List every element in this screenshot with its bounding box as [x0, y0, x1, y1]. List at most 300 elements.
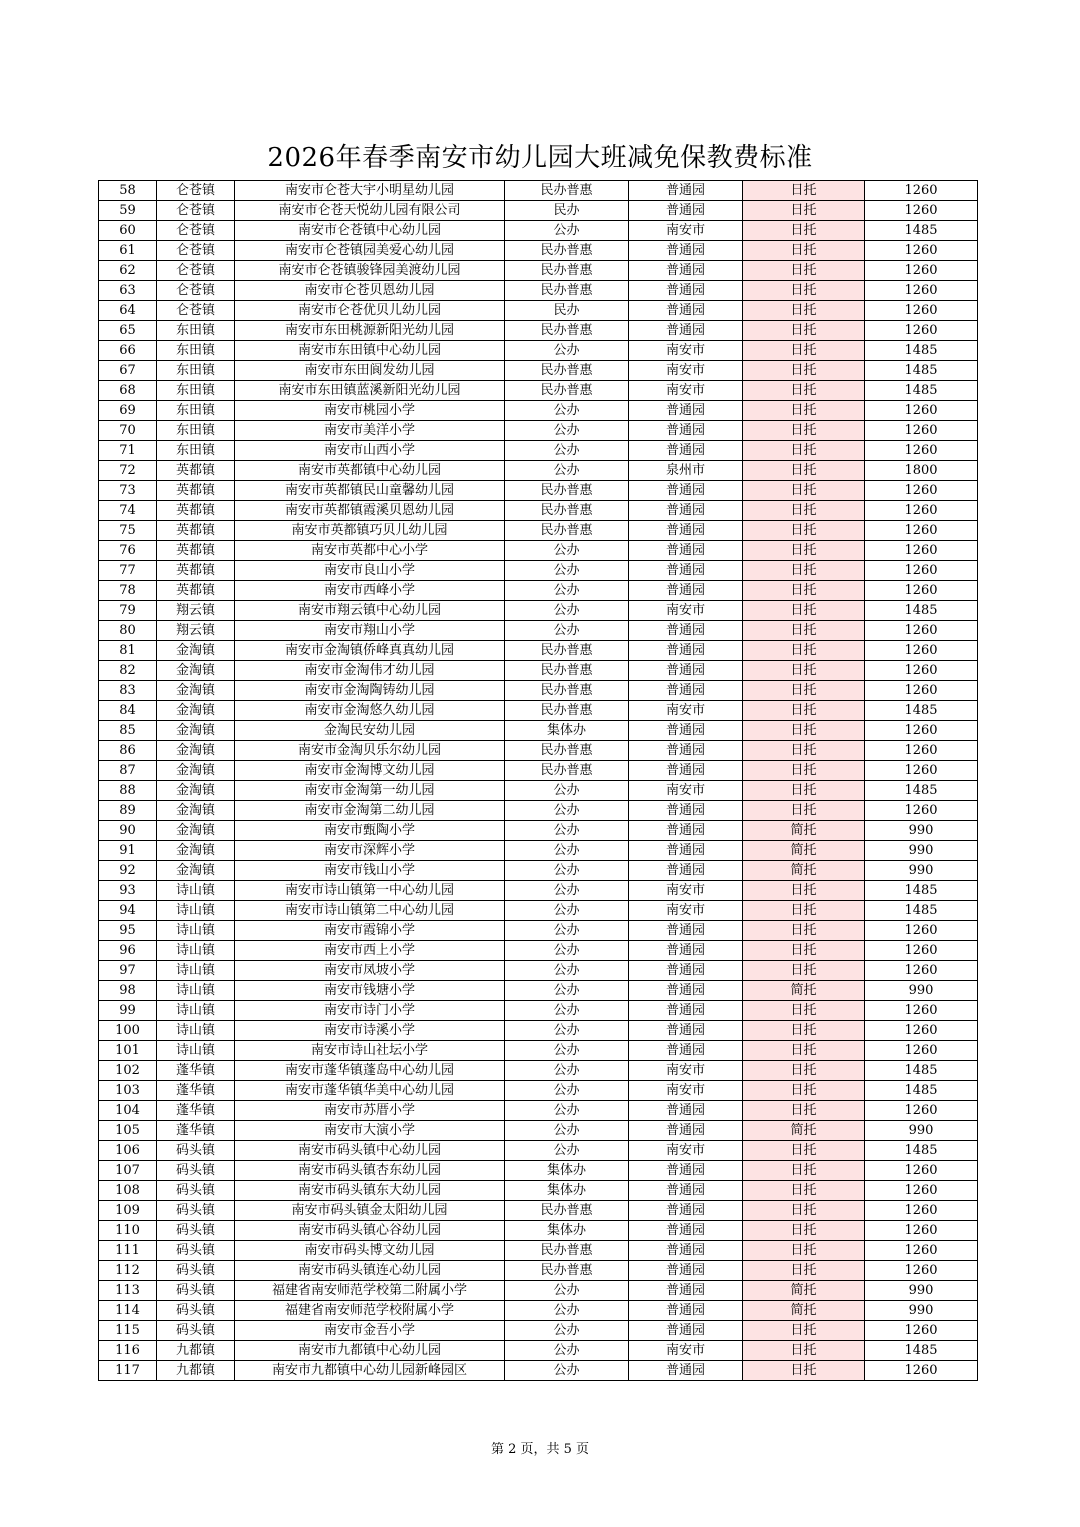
school-grade-cell: 泉州市 — [629, 461, 743, 481]
row-number-cell: 94 — [99, 901, 157, 921]
row-number-cell: 70 — [99, 421, 157, 441]
school-name-cell: 南安市九都镇中心幼儿园 — [235, 1341, 505, 1361]
school-type-cell: 公办 — [505, 861, 629, 881]
school-type-cell: 公办 — [505, 581, 629, 601]
table-row — [99, 1201, 978, 1221]
school-grade-cell: 普通园 — [629, 1161, 743, 1181]
town-cell: 金淘镇 — [157, 781, 235, 801]
fee-amount-cell: 1260 — [865, 201, 978, 221]
fee-amount-cell: 1260 — [865, 761, 978, 781]
row-number-cell: 96 — [99, 941, 157, 961]
town-cell: 九都镇 — [157, 1341, 235, 1361]
town-cell: 英都镇 — [157, 501, 235, 521]
town-cell: 诗山镇 — [157, 961, 235, 981]
town-cell: 码头镇 — [157, 1201, 235, 1221]
town-cell: 英都镇 — [157, 521, 235, 541]
school-grade-cell: 普通园 — [629, 961, 743, 981]
school-type-cell: 公办 — [505, 601, 629, 621]
school-type-cell: 民办普惠 — [505, 681, 629, 701]
fee-amount-cell: 1260 — [865, 721, 978, 741]
row-number-cell: 88 — [99, 781, 157, 801]
fee-amount-cell: 1260 — [865, 1041, 978, 1061]
row-number-cell: 93 — [99, 881, 157, 901]
care-type-cell: 日托 — [743, 681, 865, 701]
school-type-cell: 民办普惠 — [505, 641, 629, 661]
school-grade-cell: 普通园 — [629, 761, 743, 781]
care-type-cell: 日托 — [743, 421, 865, 441]
fee-amount-cell: 1260 — [865, 1101, 978, 1121]
fee-amount-cell: 1260 — [865, 1201, 978, 1221]
table-row — [99, 1081, 978, 1101]
town-cell: 东田镇 — [157, 401, 235, 421]
town-cell: 诗山镇 — [157, 941, 235, 961]
school-name-cell: 南安市金淘陶铸幼儿园 — [235, 681, 505, 701]
table-row — [99, 961, 978, 981]
school-grade-cell: 普通园 — [629, 1281, 743, 1301]
care-type-cell: 日托 — [743, 761, 865, 781]
row-number-cell: 59 — [99, 201, 157, 221]
table-row — [99, 481, 978, 501]
town-cell: 英都镇 — [157, 541, 235, 561]
fee-amount-cell: 1260 — [865, 641, 978, 661]
care-type-cell: 日托 — [743, 1041, 865, 1061]
school-type-cell: 公办 — [505, 981, 629, 1001]
fee-amount-cell: 1260 — [865, 301, 978, 321]
table-row — [99, 461, 978, 481]
school-type-cell: 公办 — [505, 221, 629, 241]
town-cell: 英都镇 — [157, 481, 235, 501]
school-grade-cell: 普通园 — [629, 301, 743, 321]
school-type-cell: 民办普惠 — [505, 481, 629, 501]
row-number-cell: 82 — [99, 661, 157, 681]
care-type-cell: 简托 — [743, 861, 865, 881]
school-grade-cell: 南安市 — [629, 901, 743, 921]
table-row — [99, 1101, 978, 1121]
town-cell: 东田镇 — [157, 361, 235, 381]
care-type-cell: 日托 — [743, 181, 865, 201]
school-grade-cell: 普通园 — [629, 261, 743, 281]
school-type-cell: 民办普惠 — [505, 761, 629, 781]
school-grade-cell: 南安市 — [629, 381, 743, 401]
school-name-cell: 南安市金淘贝乐尔幼儿园 — [235, 741, 505, 761]
care-type-cell: 日托 — [743, 481, 865, 501]
table-row — [99, 641, 978, 661]
fee-amount-cell: 1260 — [865, 801, 978, 821]
school-grade-cell: 南安市 — [629, 881, 743, 901]
row-number-cell: 117 — [99, 1361, 157, 1381]
row-number-cell: 68 — [99, 381, 157, 401]
table-row — [99, 521, 978, 541]
school-grade-cell: 普通园 — [629, 181, 743, 201]
town-cell: 金淘镇 — [157, 741, 235, 761]
table-row — [99, 1161, 978, 1181]
school-grade-cell: 普通园 — [629, 1241, 743, 1261]
fee-amount-cell: 990 — [865, 1121, 978, 1141]
school-name-cell: 南安市凤坡小学 — [235, 961, 505, 981]
school-name-cell: 南安市东田桃源新阳光幼儿园 — [235, 321, 505, 341]
town-cell: 英都镇 — [157, 561, 235, 581]
care-type-cell: 简托 — [743, 821, 865, 841]
row-number-cell: 87 — [99, 761, 157, 781]
school-name-cell: 南安市翔山小学 — [235, 621, 505, 641]
school-type-cell: 民办普惠 — [505, 321, 629, 341]
school-type-cell: 民办普惠 — [505, 261, 629, 281]
fee-amount-cell: 1485 — [865, 381, 978, 401]
care-type-cell: 日托 — [743, 281, 865, 301]
school-grade-cell: 普通园 — [629, 241, 743, 261]
row-number-cell: 72 — [99, 461, 157, 481]
town-cell: 东田镇 — [157, 441, 235, 461]
school-name-cell: 南安市甄陶小学 — [235, 821, 505, 841]
fee-amount-cell: 1260 — [865, 401, 978, 421]
fee-amount-cell: 1260 — [865, 321, 978, 341]
care-type-cell: 日托 — [743, 1101, 865, 1121]
care-type-cell: 日托 — [743, 961, 865, 981]
school-name-cell: 南安市西峰小学 — [235, 581, 505, 601]
fee-amount-cell: 1485 — [865, 881, 978, 901]
school-grade-cell: 普通园 — [629, 421, 743, 441]
row-number-cell: 73 — [99, 481, 157, 501]
fee-amount-cell: 1260 — [865, 261, 978, 281]
row-number-cell: 65 — [99, 321, 157, 341]
school-grade-cell: 普通园 — [629, 1321, 743, 1341]
table-row — [99, 1341, 978, 1361]
fee-amount-cell: 1260 — [865, 281, 978, 301]
town-cell: 蓬华镇 — [157, 1061, 235, 1081]
school-name-cell: 南安市良山小学 — [235, 561, 505, 581]
table-row — [99, 321, 978, 341]
school-type-cell: 民办普惠 — [505, 741, 629, 761]
school-grade-cell: 普通园 — [629, 561, 743, 581]
fee-amount-cell: 990 — [865, 821, 978, 841]
care-type-cell: 日托 — [743, 1141, 865, 1161]
school-grade-cell: 普通园 — [629, 1121, 743, 1141]
school-name-cell: 南安市桃园小学 — [235, 401, 505, 421]
school-name-cell: 南安市金淘博文幼儿园 — [235, 761, 505, 781]
school-name-cell: 南安市诗山镇第一中心幼儿园 — [235, 881, 505, 901]
care-type-cell: 日托 — [743, 621, 865, 641]
school-name-cell: 南安市诗溪小学 — [235, 1021, 505, 1041]
school-name-cell: 南安市诗山社坛小学 — [235, 1041, 505, 1061]
fee-amount-cell: 1485 — [865, 601, 978, 621]
school-name-cell: 南安市英都镇霞溪贝恩幼儿园 — [235, 501, 505, 521]
town-cell: 英都镇 — [157, 581, 235, 601]
school-grade-cell: 普通园 — [629, 741, 743, 761]
row-number-cell: 90 — [99, 821, 157, 841]
care-type-cell: 日托 — [743, 521, 865, 541]
fee-amount-cell: 1260 — [865, 481, 978, 501]
school-grade-cell: 普通园 — [629, 981, 743, 1001]
fee-amount-cell: 1485 — [865, 361, 978, 381]
school-type-cell: 民办普惠 — [505, 701, 629, 721]
care-type-cell: 日托 — [743, 241, 865, 261]
care-type-cell: 日托 — [743, 1221, 865, 1241]
school-grade-cell: 普通园 — [629, 1181, 743, 1201]
fee-amount-cell: 1260 — [865, 741, 978, 761]
school-type-cell: 公办 — [505, 541, 629, 561]
care-type-cell: 日托 — [743, 641, 865, 661]
care-type-cell: 日托 — [743, 921, 865, 941]
school-type-cell: 集体办 — [505, 1181, 629, 1201]
school-type-cell: 民办普惠 — [505, 501, 629, 521]
care-type-cell: 日托 — [743, 401, 865, 421]
school-type-cell: 民办普惠 — [505, 661, 629, 681]
school-name-cell: 南安市苏厝小学 — [235, 1101, 505, 1121]
row-number-cell: 86 — [99, 741, 157, 761]
row-number-cell: 91 — [99, 841, 157, 861]
school-type-cell: 公办 — [505, 421, 629, 441]
table-row — [99, 501, 978, 521]
school-type-cell: 民办普惠 — [505, 281, 629, 301]
table-row — [99, 201, 978, 221]
care-type-cell: 日托 — [743, 561, 865, 581]
fee-amount-cell: 1485 — [865, 901, 978, 921]
care-type-cell: 日托 — [743, 801, 865, 821]
row-number-cell: 115 — [99, 1321, 157, 1341]
school-name-cell: 福建省南安师范学校第二附属小学 — [235, 1281, 505, 1301]
table-row — [99, 1061, 978, 1081]
table-row — [99, 781, 978, 801]
school-type-cell: 公办 — [505, 1101, 629, 1121]
fee-amount-cell: 1485 — [865, 1141, 978, 1161]
school-type-cell: 公办 — [505, 401, 629, 421]
row-number-cell: 114 — [99, 1301, 157, 1321]
care-type-cell: 日托 — [743, 1261, 865, 1281]
table-row — [99, 821, 978, 841]
fee-amount-cell: 1485 — [865, 1081, 978, 1101]
town-cell: 码头镇 — [157, 1141, 235, 1161]
town-cell: 码头镇 — [157, 1161, 235, 1181]
fee-amount-cell: 1260 — [865, 941, 978, 961]
school-grade-cell: 普通园 — [629, 1201, 743, 1221]
row-number-cell: 81 — [99, 641, 157, 661]
table-row — [99, 1041, 978, 1061]
fee-amount-cell: 990 — [865, 861, 978, 881]
table-row — [99, 1181, 978, 1201]
school-name-cell: 南安市金淘第二幼儿园 — [235, 801, 505, 821]
care-type-cell: 日托 — [743, 341, 865, 361]
fee-amount-cell: 990 — [865, 841, 978, 861]
town-cell: 仑苍镇 — [157, 221, 235, 241]
school-name-cell: 南安市金淘镇侨峰真真幼儿园 — [235, 641, 505, 661]
town-cell: 金淘镇 — [157, 841, 235, 861]
school-name-cell: 南安市英都镇巧贝儿幼儿园 — [235, 521, 505, 541]
school-grade-cell: 普通园 — [629, 1021, 743, 1041]
table-row — [99, 921, 978, 941]
care-type-cell: 日托 — [743, 1061, 865, 1081]
school-name-cell: 南安市仑苍天悦幼儿园有限公司 — [235, 201, 505, 221]
care-type-cell: 日托 — [743, 461, 865, 481]
school-type-cell: 民办普惠 — [505, 241, 629, 261]
fee-amount-cell: 1260 — [865, 1261, 978, 1281]
fee-amount-cell: 1260 — [865, 921, 978, 941]
school-grade-cell: 南安市 — [629, 601, 743, 621]
table-row — [99, 281, 978, 301]
school-name-cell: 南安市码头博文幼儿园 — [235, 1241, 505, 1261]
school-grade-cell: 普通园 — [629, 1261, 743, 1281]
town-cell: 仑苍镇 — [157, 241, 235, 261]
school-grade-cell: 普通园 — [629, 501, 743, 521]
fee-amount-cell: 1485 — [865, 221, 978, 241]
school-grade-cell: 普通园 — [629, 861, 743, 881]
table-row — [99, 941, 978, 961]
town-cell: 金淘镇 — [157, 681, 235, 701]
school-grade-cell: 南安市 — [629, 1341, 743, 1361]
school-grade-cell: 普通园 — [629, 481, 743, 501]
school-grade-cell: 南安市 — [629, 221, 743, 241]
row-number-cell: 58 — [99, 181, 157, 201]
town-cell: 诗山镇 — [157, 981, 235, 1001]
care-type-cell: 日托 — [743, 1161, 865, 1181]
school-type-cell: 公办 — [505, 1141, 629, 1161]
row-number-cell: 77 — [99, 561, 157, 581]
fee-amount-cell: 1260 — [865, 1161, 978, 1181]
fee-amount-cell: 1260 — [865, 421, 978, 441]
table-row — [99, 1021, 978, 1041]
school-name-cell: 南安市翔云镇中心幼儿园 — [235, 601, 505, 621]
row-number-cell: 98 — [99, 981, 157, 1001]
school-grade-cell: 南安市 — [629, 1081, 743, 1101]
school-name-cell: 南安市九都镇中心幼儿园新峰园区 — [235, 1361, 505, 1381]
fee-amount-cell: 990 — [865, 981, 978, 1001]
row-number-cell: 116 — [99, 1341, 157, 1361]
school-type-cell: 民办普惠 — [505, 1241, 629, 1261]
school-type-cell: 公办 — [505, 901, 629, 921]
care-type-cell: 日托 — [743, 361, 865, 381]
town-cell: 东田镇 — [157, 341, 235, 361]
school-name-cell: 南安市码头镇心谷幼儿园 — [235, 1221, 505, 1241]
row-number-cell: 63 — [99, 281, 157, 301]
care-type-cell: 日托 — [743, 881, 865, 901]
table-row — [99, 681, 978, 701]
school-grade-cell: 南安市 — [629, 701, 743, 721]
school-name-cell: 南安市金淘悠久幼儿园 — [235, 701, 505, 721]
row-number-cell: 102 — [99, 1061, 157, 1081]
school-name-cell: 南安市码头镇东大幼儿园 — [235, 1181, 505, 1201]
school-type-cell: 公办 — [505, 1001, 629, 1021]
school-name-cell: 南安市东田镇中心幼儿园 — [235, 341, 505, 361]
care-type-cell: 简托 — [743, 981, 865, 1001]
school-grade-cell: 普通园 — [629, 541, 743, 561]
fee-amount-cell: 1260 — [865, 181, 978, 201]
school-type-cell: 公办 — [505, 1341, 629, 1361]
care-type-cell: 日托 — [743, 1321, 865, 1341]
fee-amount-cell: 1260 — [865, 1241, 978, 1261]
fee-amount-cell: 1260 — [865, 501, 978, 521]
row-number-cell: 108 — [99, 1181, 157, 1201]
table-row — [99, 1241, 978, 1261]
page-title: 2026年春季南安市幼儿园大班减免保教费标准 — [267, 143, 813, 173]
table-row — [99, 1321, 978, 1341]
row-number-cell: 92 — [99, 861, 157, 881]
school-grade-cell: 南安市 — [629, 1141, 743, 1161]
care-type-cell: 日托 — [743, 1201, 865, 1221]
town-cell: 金淘镇 — [157, 761, 235, 781]
table-row — [99, 541, 978, 561]
town-cell: 诗山镇 — [157, 921, 235, 941]
table-row — [99, 181, 978, 201]
school-type-cell: 民办 — [505, 301, 629, 321]
school-name-cell: 福建省南安师范学校附属小学 — [235, 1301, 505, 1321]
fee-amount-cell: 1260 — [865, 661, 978, 681]
fee-table — [98, 180, 978, 1381]
page-footer: 第 2 页，共 5 页 — [490, 1442, 590, 1457]
care-type-cell: 日托 — [743, 741, 865, 761]
school-type-cell: 集体办 — [505, 1161, 629, 1181]
school-grade-cell: 南安市 — [629, 781, 743, 801]
town-cell: 金淘镇 — [157, 721, 235, 741]
school-type-cell: 公办 — [505, 621, 629, 641]
row-number-cell: 79 — [99, 601, 157, 621]
table-row — [99, 441, 978, 461]
table-row — [99, 901, 978, 921]
care-type-cell: 日托 — [743, 201, 865, 221]
table-row — [99, 1001, 978, 1021]
school-type-cell: 民办 — [505, 201, 629, 221]
fee-amount-cell: 1485 — [865, 781, 978, 801]
fee-amount-cell: 1260 — [865, 961, 978, 981]
table-row — [99, 1121, 978, 1141]
school-grade-cell: 普通园 — [629, 1041, 743, 1061]
care-type-cell: 日托 — [743, 721, 865, 741]
school-name-cell: 南安市西上小学 — [235, 941, 505, 961]
school-grade-cell: 普通园 — [629, 1301, 743, 1321]
care-type-cell: 日托 — [743, 781, 865, 801]
school-type-cell: 公办 — [505, 781, 629, 801]
table-row — [99, 241, 978, 261]
care-type-cell: 日托 — [743, 701, 865, 721]
row-number-cell: 80 — [99, 621, 157, 641]
school-name-cell: 南安市东田阆发幼儿园 — [235, 361, 505, 381]
table-row — [99, 1261, 978, 1281]
fee-amount-cell: 990 — [865, 1301, 978, 1321]
town-cell: 诗山镇 — [157, 1001, 235, 1021]
school-grade-cell: 普通园 — [629, 681, 743, 701]
town-cell: 诗山镇 — [157, 1041, 235, 1061]
town-cell: 蓬华镇 — [157, 1121, 235, 1141]
row-number-cell: 112 — [99, 1261, 157, 1281]
school-type-cell: 集体办 — [505, 1221, 629, 1241]
fee-amount-cell: 1260 — [865, 521, 978, 541]
row-number-cell: 99 — [99, 1001, 157, 1021]
school-type-cell: 民办普惠 — [505, 1261, 629, 1281]
school-grade-cell: 普通园 — [629, 1001, 743, 1021]
school-name-cell: 南安市钱塘小学 — [235, 981, 505, 1001]
town-cell: 仑苍镇 — [157, 301, 235, 321]
school-grade-cell: 普通园 — [629, 1221, 743, 1241]
row-number-cell: 105 — [99, 1121, 157, 1141]
care-type-cell: 日托 — [743, 941, 865, 961]
school-type-cell: 公办 — [505, 961, 629, 981]
town-cell: 码头镇 — [157, 1301, 235, 1321]
town-cell: 诗山镇 — [157, 881, 235, 901]
row-number-cell: 110 — [99, 1221, 157, 1241]
school-grade-cell: 南安市 — [629, 1061, 743, 1081]
row-number-cell: 95 — [99, 921, 157, 941]
town-cell: 金淘镇 — [157, 801, 235, 821]
fee-amount-cell: 1260 — [865, 1321, 978, 1341]
care-type-cell: 日托 — [743, 441, 865, 461]
table-row — [99, 881, 978, 901]
school-type-cell: 公办 — [505, 881, 629, 901]
row-number-cell: 78 — [99, 581, 157, 601]
school-type-cell: 民办普惠 — [505, 381, 629, 401]
fee-amount-cell: 1485 — [865, 341, 978, 361]
table-row — [99, 301, 978, 321]
town-cell: 码头镇 — [157, 1281, 235, 1301]
table-row — [99, 341, 978, 361]
town-cell: 码头镇 — [157, 1321, 235, 1341]
